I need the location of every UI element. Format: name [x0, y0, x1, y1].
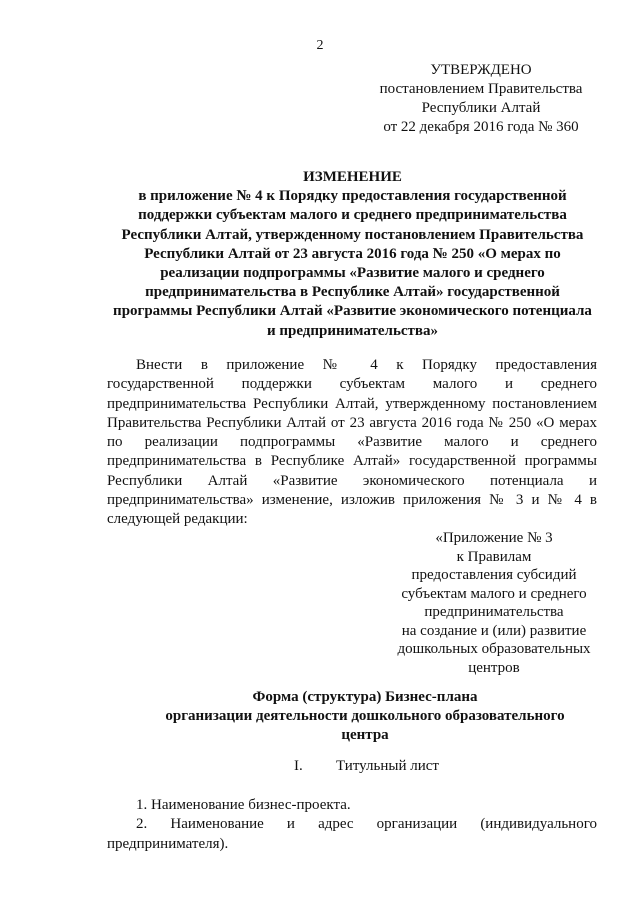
section-number: I. — [294, 758, 303, 774]
title-line: и предпринимательства» — [266, 322, 439, 339]
body-line: Правительства Республики Алтай от 23 августа 2016 года № 250 «О мерах — [107, 414, 597, 431]
list-item: предпринимателя). — [107, 835, 229, 852]
title-line: программы Республики Алтай «Развитие экономического потенциала — [113, 303, 592, 320]
body-line: предпринимательства Республики Алтай, утвержденному постановлением — [107, 395, 597, 412]
title-line: предпринимательства в Республике Алтай» государственной — [145, 284, 560, 301]
appendix-line: «Приложение № 3 — [435, 530, 553, 546]
body-line: Республики Алтай «Развитие экономического потенциала и — [107, 472, 597, 489]
list-item: 2. Наименование и адрес организации (индивидуального — [136, 816, 597, 833]
approval-line: от 22 декабря 2016 года № 360 — [383, 119, 579, 135]
title-line: ИЗМЕНЕНИЕ — [303, 169, 402, 185]
approval-stamp — [366, 61, 596, 137]
form-title-line: центра — [341, 727, 389, 743]
appendix-line: к Правилам — [456, 548, 532, 565]
title-line: в приложение № 4 к Порядку предоставления государственной — [138, 188, 567, 205]
form-title-line: организации деятельности дошкольного образовательного — [165, 708, 565, 724]
approval-line: Республики Алтай — [421, 100, 541, 116]
appendix-line: центров — [468, 659, 520, 676]
list-item: 1. Наименование бизнес-проекта. — [136, 797, 351, 813]
body-line: следующей редакции: — [107, 511, 248, 528]
appendix-line: на создание и (или) развитие — [401, 622, 587, 639]
appendix-header — [376, 529, 612, 677]
body-line: по реализации подпрограммы «Развитие малого и среднего — [107, 434, 597, 451]
section-title: Титульный лист — [336, 758, 439, 774]
body-line: государственной поддержки субъектам малого и среднего — [107, 376, 597, 393]
title-line: Республики Алтай от 23 августа 2016 года № 250 «О мерах по — [144, 245, 561, 262]
form-title — [140, 688, 590, 745]
section-heading — [294, 757, 439, 776]
form-title-line: Форма (структура) Бизнес-плана — [252, 689, 478, 705]
body-line: предпринимательства в Республике Алтай» государственной программы — [107, 453, 597, 470]
appendix-line: предоставления субсидий — [411, 567, 577, 583]
document-title — [100, 168, 605, 341]
title-line: Республики Алтай, утвержденному постановлением Правительства — [121, 226, 584, 243]
appendix-line: субъектам малого и среднего — [401, 585, 587, 602]
appendix-line: предпринимательства — [424, 604, 564, 620]
title-line: поддержки субъектам малого и среднего предпринимательства — [138, 207, 567, 224]
title-line: реализации подпрограммы «Развитие малого и среднего — [160, 265, 545, 282]
body-paragraph — [107, 356, 597, 530]
body-line: Внести в приложение № 4 к Порядку предоставления — [136, 357, 597, 373]
approval-line: постановлением Правительства — [379, 81, 583, 97]
approval-line: УТВЕРЖДЕНО — [430, 62, 532, 78]
appendix-line: дошкольных образовательных — [397, 641, 591, 657]
item-list — [107, 796, 597, 854]
page-number: 2 — [316, 38, 324, 53]
body-line: предпринимательства» изменение, изложив приложения № 3 и № 4 в — [107, 492, 597, 509]
